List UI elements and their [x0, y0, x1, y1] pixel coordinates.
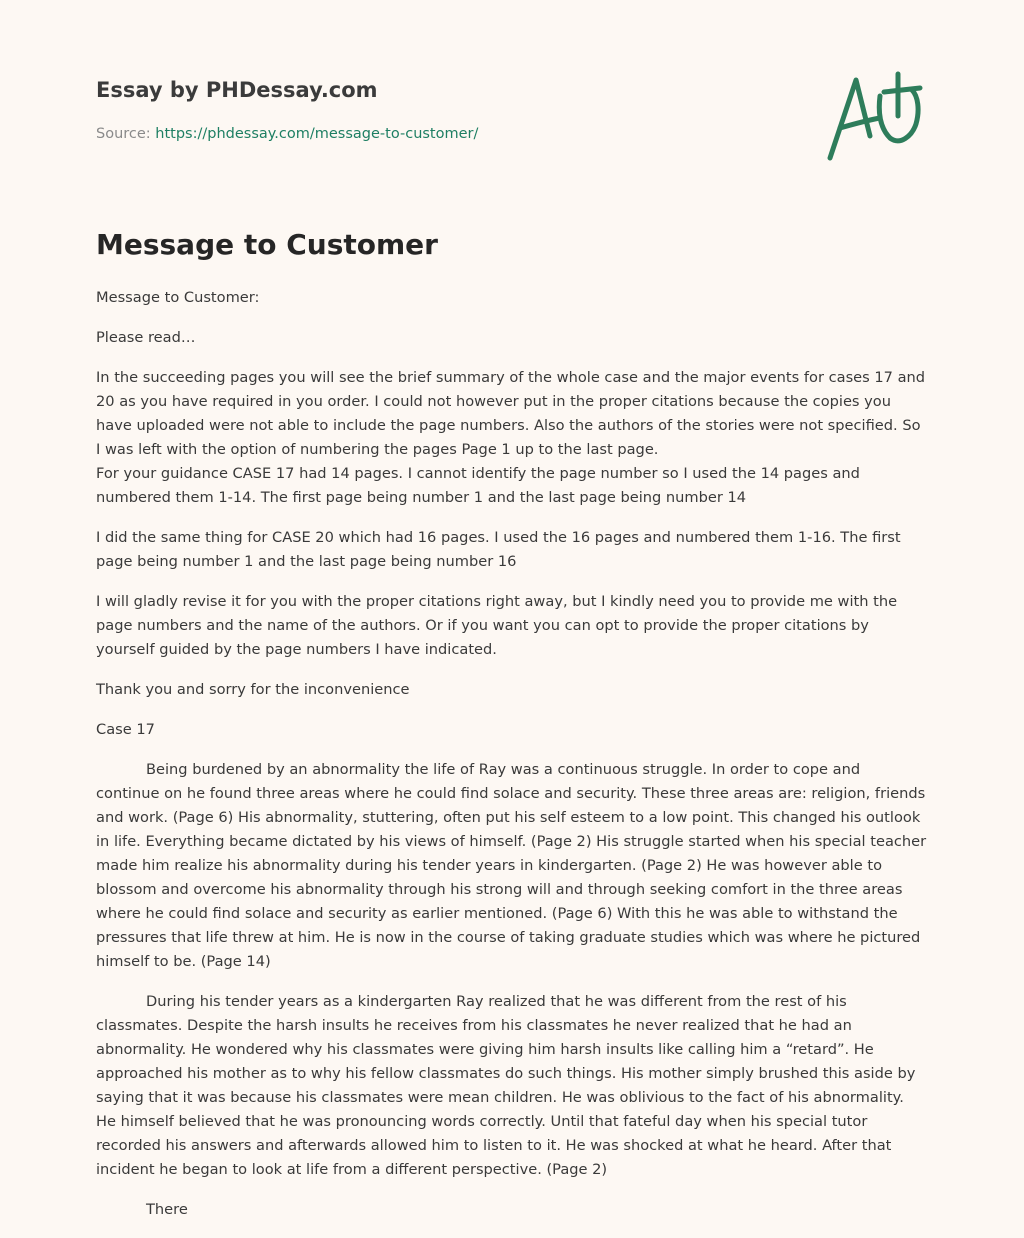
- paragraph: Thank you and sorry for the inconvenience: [96, 681, 410, 698]
- paragraph: Being burdened by an abnormality the life of Ray was a continuous struggle. In order to cope and continue on he found three areas where he could find solace and security. These three areas are: religion, friends and work. (Page 6) His abnormality, stuttering, often put his self esteem to a low point. This changed his outlook in life. Everything became dictated by his views of himself. (Page 2) His struggle started when his special teacher made him realize his abnormality during his tender years in kindergarten. (Page 2) He was however able to blossom and overcome his abnormality through his strong will and through seeking comfort in the three areas where he could find solace and security as earlier mentioned. (Page 6) With this he was able to withstand the pressures that life threw at him. He is now in the course of taking graduate studies which was where he pictured himself to be. (Page 14): [96, 761, 927, 970]
- source-link[interactable]: https://phdessay.com/message-to-customer/: [155, 126, 479, 142]
- paragraph: During his tender years as a kindergarten Ray realized that he was different from the rest of his classmates. Despite the harsh insults he receives from his classmates he never realized that he had an abnormality. He wondered why his classmates were giving him harsh insults like calling him a “retard”. He approached his mother as to why his fellow classmates do such things. His mother simply brushed this aside by saying that it was because his classmates were mean children. He was oblivious to the fact of his abnormality. He himself believed that he was pronouncing words correctly. Until that fateful day when his special tutor recorded his answers and afterwards allowed him to listen to it. He was shocked at what he heard. After that incident he began to look at life from a different perspective. (Page 2): [96, 993, 916, 1178]
- paragraph: For your guidance CASE 17 had 14 pages. I cannot identify the page number so I used the 14 pages and numbered them 1-14. The first page being number 1 and the last page being number 14: [96, 465, 860, 506]
- source-label: Source:: [96, 126, 151, 142]
- source-line: [96, 124, 796, 144]
- a-plus-logo-icon: [820, 66, 930, 166]
- paragraph: In the succeeding pages you will see the brief summary of the whole case and the major events for cases 17 and 20 as you have required in you order. I could not however put in the proper citations because the copies you have uploaded were not able to include the page numbers. Also the authors of the stories were not specified. So I was left with the option of numbering the pages Page 1 up to the last page.: [96, 369, 926, 458]
- paragraph: I will gladly revise it for you with the proper citations right away, but I kindly need you to provide me with the page numbers and the name of the authors. Or if you want you can opt to provide the proper citations by yourself guided by the page numbers I have indicated.: [96, 593, 898, 658]
- document-header: [96, 76, 796, 144]
- paragraph: There: [146, 1201, 188, 1218]
- paragraph: Please read…: [96, 329, 196, 346]
- document-body: [96, 286, 928, 1238]
- paragraph: I did the same thing for CASE 20 which had 16 pages. I used the 16 pages and numbered them 1-16. The first page being number 1 and the last page being number 16: [96, 529, 901, 570]
- site-title: Essay by PHDessay.com: [96, 78, 378, 102]
- document-title: Message to Customer: [96, 228, 438, 261]
- section-heading: Case 17: [96, 721, 155, 738]
- paragraph: Message to Customer:: [96, 289, 260, 306]
